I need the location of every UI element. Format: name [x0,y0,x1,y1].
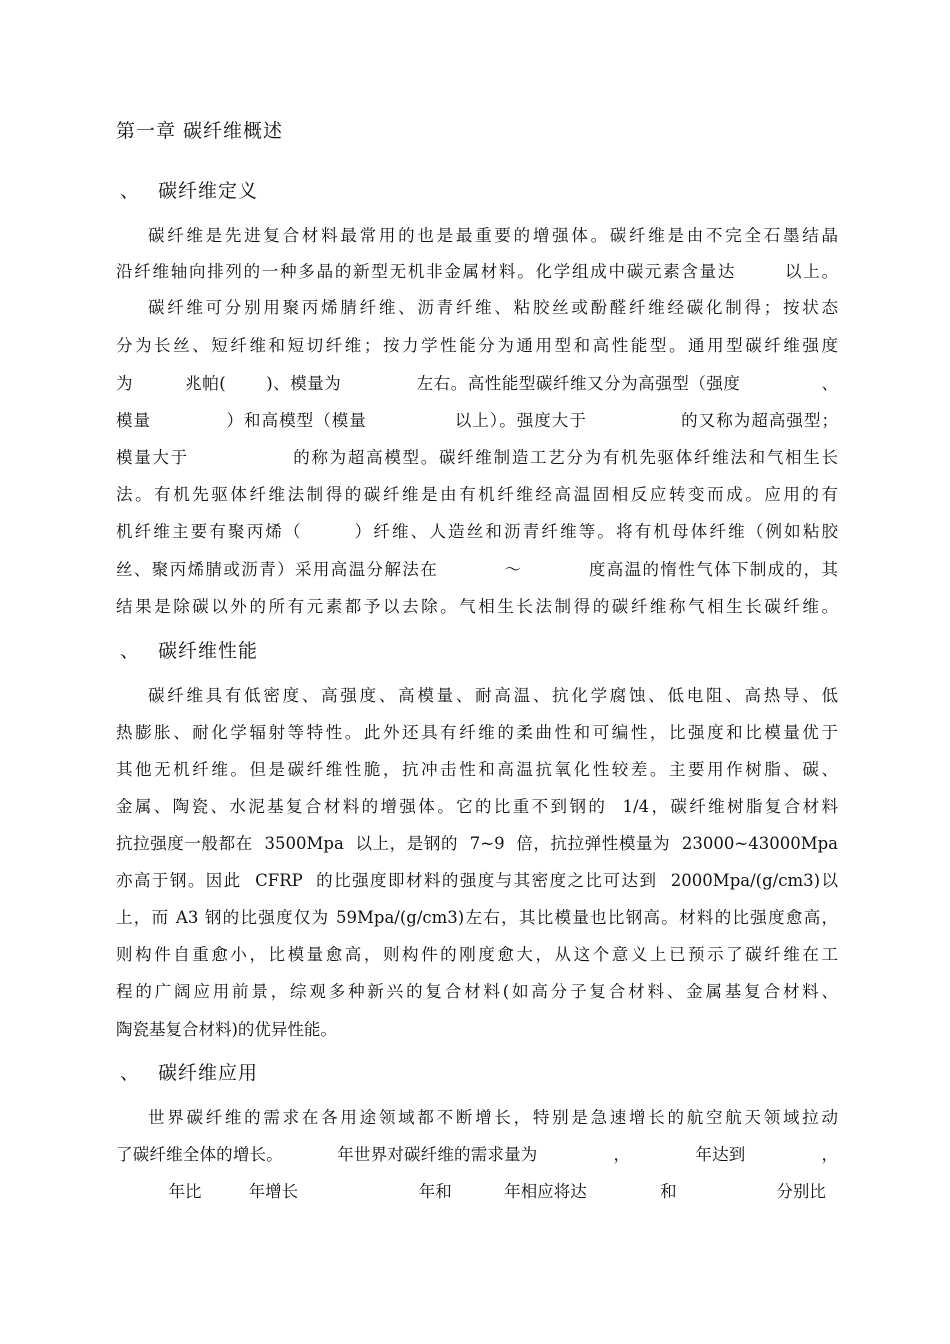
section-number: 、 [120,1062,141,1084]
paragraph-line: 热膨胀、耐化学辐射等特性。此外还具有纤维的柔曲性和可编性，比强度和比模量优于 [116,723,838,742]
paragraph-line: 程的广阔应用前景，综观多种新兴的复合材料(如高分子复合材料、金属基复合材料、 [116,982,838,1001]
paragraph-line: 抗拉强度一般都在 3500Mpa 以上，是钢的 7~9 倍，抗拉弹性模量为 23000~43000Mpa [116,834,838,853]
section-number: 、 [120,180,141,202]
section-number: 、 [120,640,141,662]
paragraph-line: 沿纤维轴向排列的一种多晶的新型无机非金属材料。化学组成中碳元素含量达 以上。 [116,262,838,281]
paragraph-line: 模量大于 的称为超高模型。碳纤维制造工艺分为有机先驱体纤维法和气相生长 [116,448,838,467]
paragraph-line: 陶瓷基复合材料)的优异性能。 [116,1020,337,1039]
section-heading-properties [120,636,258,663]
paragraph-line: 上，而 A3 钢的比强度仅为 59Mpa/(g/cm3)左右，其比模量也比钢高。材料的比强度愈高， [116,908,838,927]
paragraph-line: 碳纤维可分别用聚丙烯腈纤维、沥青纤维、粘胶丝或酚醛纤维经碳化制得；按状态 [116,298,838,317]
paragraph-line: 年比 年增长 年和 年相应将达 和 分别比 [116,1182,826,1201]
paragraph-line: 法。有机先驱体纤维法制得的碳纤维是由有机纤维经高温固相反应转变而成。应用的有 [116,485,838,504]
section-heading-applications [120,1058,258,1085]
paragraph-line: 模量 ）和高模型（模量 以上）。强度大于 的又称为超高强型； [116,411,838,430]
paragraph-line: 碳纤维具有低密度、高强度、高模量、耐高温、抗化学腐蚀、低电阻、高热导、低 [116,686,838,705]
section-title: 碳纤维定义 [158,180,259,202]
paragraph-line: 金属、陶瓷、水泥基复合材料的增强体。它的比重不到钢的 1/4，碳纤维树脂复合材料 [116,797,838,816]
paragraph-line: 则构件自重愈小，比模量愈高，则构件的刚度愈大，从这个意义上已预示了碳纤维在工 [116,945,838,964]
paragraph-line: 碳纤维是先进复合材料最常用的也是最重要的增强体。碳纤维是由不完全石墨结晶 [116,226,838,245]
section-title: 碳纤维应用 [158,1062,259,1084]
paragraph-line: 丝、聚丙烯腈或沥青）采用高温分解法在 ～ 度高温的惰性气体下制成的，其 [116,560,838,579]
paragraph-line: 其他无机纤维。但是碳纤维性脆，抗冲击性和高温抗氧化性较差。主要用作树脂、碳、 [116,760,838,779]
paragraph-line: 世界碳纤维的需求在各用途领域都不断增长，特别是急速增长的航空航天领域拉动 [116,1108,838,1127]
paragraph-line: 为 兆帕( )、模量为 左右。高性能型碳纤维又分为高强型（强度 、 [116,374,838,393]
paragraph-line: 亦高于钢。因此 CFRP 的比强度即材料的强度与其密度之比可达到 2000Mpa/(g/cm3)以 [116,871,838,890]
section-heading-definition [120,176,258,203]
paragraph-line: 机纤维主要有聚丙烯（ ）纤维、人造丝和沥青纤维等。将有机母体纤维（例如粘胶 [116,522,838,541]
paragraph-line: 分为长丝、短纤维和短切纤维；按力学性能分为通用型和高性能型。通用型碳纤维强度 [116,336,838,355]
section-title: 碳纤维性能 [158,640,259,662]
chapter-title: 第一章 碳纤维概述 [116,120,284,142]
paragraph-line: 结果是除碳以外的所有元素都予以去除。气相生长法制得的碳纤维称气相生长碳纤维。 [116,597,838,616]
paragraph-line: 了碳纤维全体的增长。 年世界对碳纤维的需求量为 ， 年达到 ， [116,1145,838,1164]
